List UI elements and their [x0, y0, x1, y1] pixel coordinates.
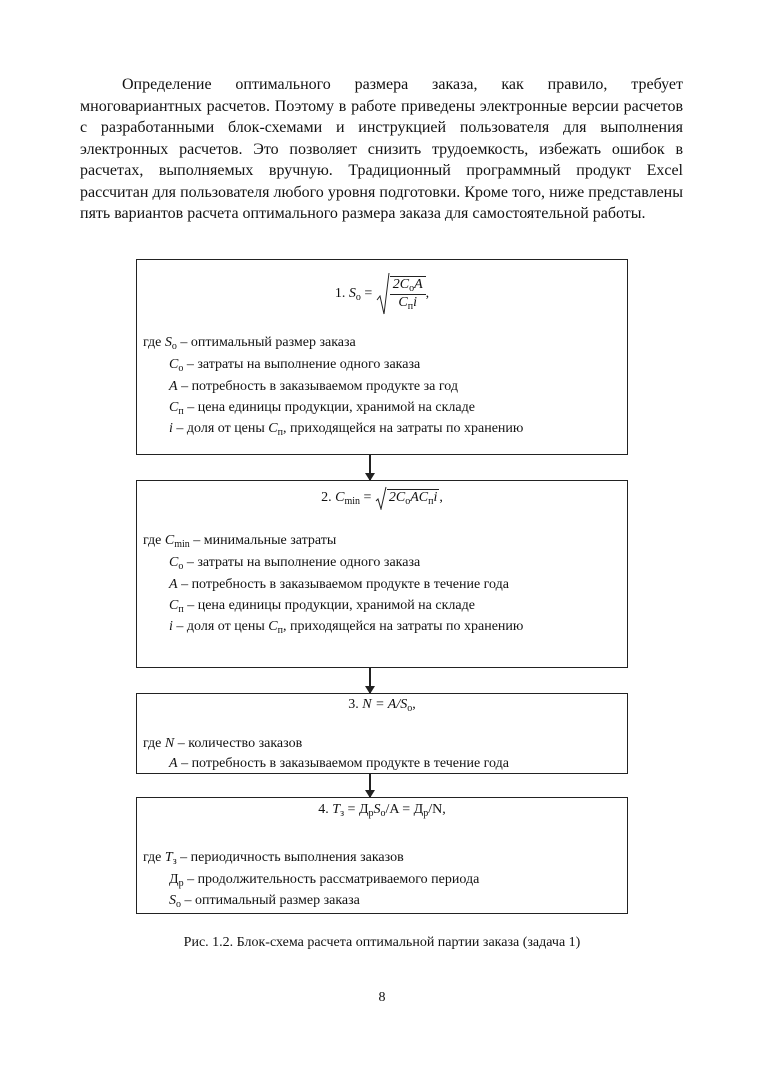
legend-line: i – доля от цены $C_п$, приходящейся на затраты по хранению — [169, 421, 524, 438]
flow-block-2 — [136, 480, 628, 668]
legend-line: $C_о$ – затраты на выполнение одного заказа — [169, 357, 421, 374]
legend-line: $C_п$ – цена единицы продукции, хранимой на складе — [169, 598, 475, 615]
legend-line: i – доля от цены $C_п$, приходящейся на затраты по хранению — [169, 619, 524, 636]
legend-line: $C_п$ – цена единицы продукции, хранимой на складе — [169, 400, 475, 417]
fraction: $\frac{2C_оA}{C_пi}$ — [390, 276, 426, 312]
sqrt-sign-icon — [375, 486, 387, 510]
legend-line: A – потребность в заказываемом продукте в течение года — [169, 577, 509, 592]
flow-arrow — [369, 668, 371, 693]
flow-arrow — [369, 774, 371, 797]
formula-2: 2. $C_{min} = 2C_оAC_пi$ , — [137, 486, 627, 510]
legend-line: где $T_з$ – периодичность выполнения заказов — [143, 850, 404, 867]
flow-block-4 — [136, 797, 628, 914]
page-number: 8 — [378, 990, 386, 1005]
formula-4: 4. $T_з = Д_рS_о/A = Д_р/N$, — [318, 802, 446, 819]
legend-line: $S_о$ – оптимальный размер заказа — [169, 893, 360, 910]
legend-line: где $C_{min}$ – минимальные затраты — [143, 533, 337, 550]
formula-1: 1. $S_о$ = $\frac{2C_оA}{C_пi}$ , — [137, 272, 627, 316]
legend-line: A – потребность в заказываемом продукте в течение года — [169, 756, 509, 771]
legend-line: $Д_р$ – продолжительность рассматриваемого периода — [169, 872, 480, 889]
sqrt-sign-icon — [376, 272, 390, 316]
flow-block-1 — [136, 259, 628, 455]
legend-line: A – потребность в заказываемом продукте за год — [169, 379, 458, 394]
formula-3: 3. $N = A/S_о$, — [348, 697, 416, 714]
legend-line: где $S_о$ – оптимальный размер заказа — [143, 335, 356, 352]
figure-caption: Рис. 1.2. Блок-схема расчета оптимальной партии заказа (задача 1) — [183, 935, 581, 950]
flow-block-3 — [136, 693, 628, 774]
flow-arrow — [369, 455, 371, 480]
legend-line: где N – количество заказов — [143, 736, 303, 751]
intro-paragraph: Определение оптимального размера заказа, как правило, требует многовариантных расчетов. Поэтому в работе приведены электронные версии расчетов с разработанными блок-схемами и инструкцией пользователя для выполнения электронных расчетов. Это позволяет снизить трудоемкость, избежать ошибок в расчетах, выполняемых вручную. Традиционный программный продукт Excel рассчитан для пользователя любого уровня подготовки. Кроме того, ниже представлены пять вариантов расчета оптимального размера заказа для самостоятельной работы. — [80, 76, 683, 222]
legend-line: $C_о$ – затраты на выполнение одного заказа — [169, 555, 421, 572]
